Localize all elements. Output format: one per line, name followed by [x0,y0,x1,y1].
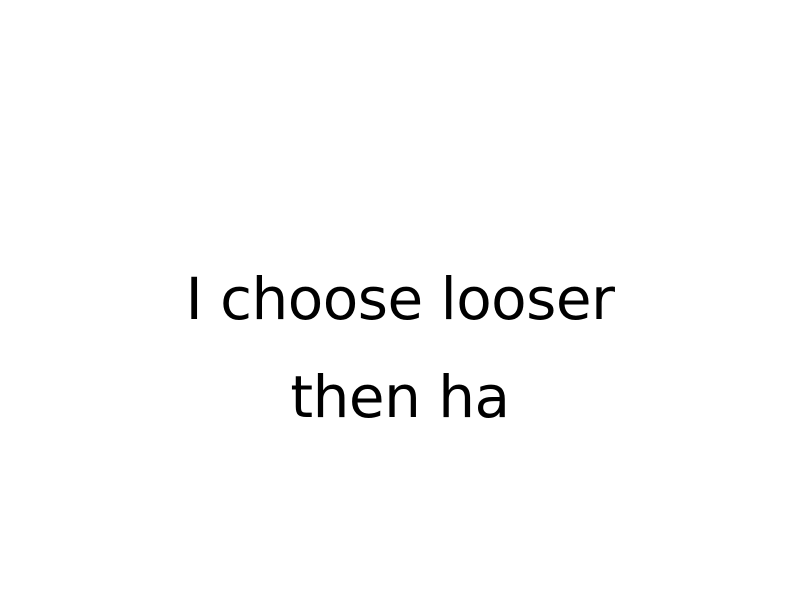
caption-line-1: I choose looser [185,265,615,333]
caption-line-2: then ha [290,363,510,431]
caption-text [0,250,800,446]
